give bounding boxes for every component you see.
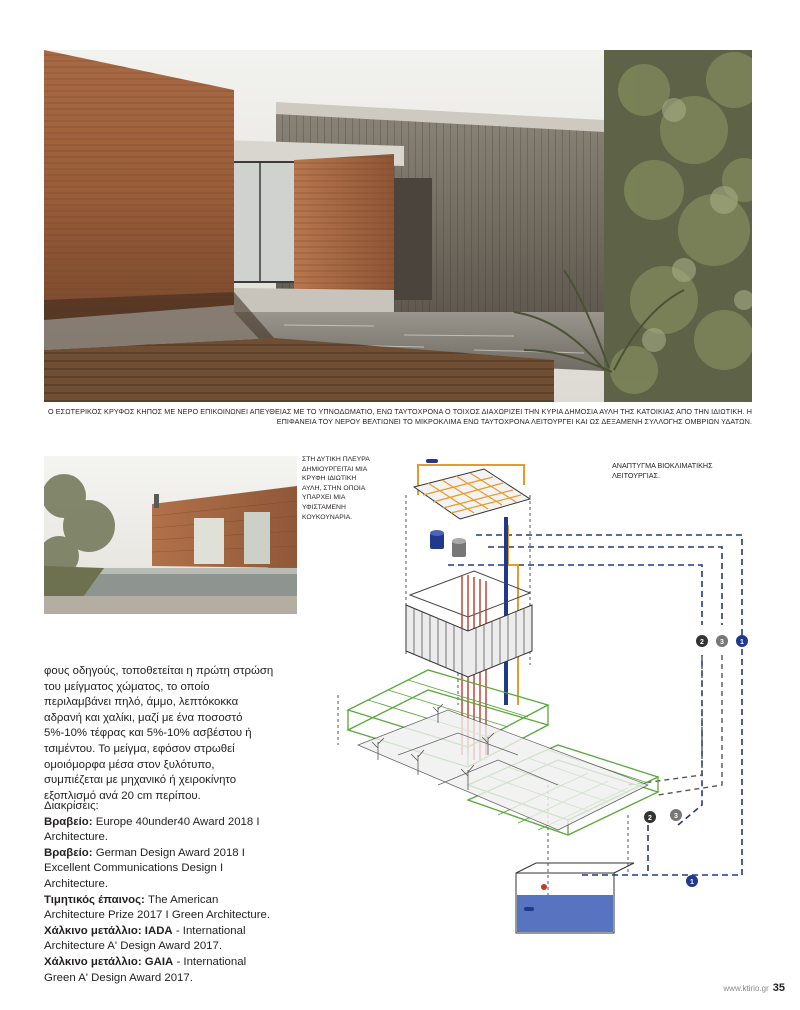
bioclimatic-diagram — [318, 455, 760, 955]
diagram-marker: 1 — [740, 639, 744, 646]
award-item: Χάλκινο μετάλλιο: IADA - International Architecture A' Design Award 2017. — [44, 924, 246, 953]
diagram-marker: 2 — [700, 639, 704, 646]
hero-photo — [44, 50, 752, 402]
diagram-marker: 1 — [690, 879, 694, 886]
hero-caption: Ο ΕΣΩΤΕΡΙΚΟΣ ΚΡΥΦΟΣ ΚΗΠΟΣ ΜΕ ΝΕΡΟ ΕΠΙΚΟΙΝΩΝΕΙ ΑΠΕΥΘΕΙΑΣ ΜΕ ΤΟ ΥΠΝΟΔΩΜΑΤΙΟ, ΕΝΩ ΤΑΥΤΟΧΡΟΝΑ Ο ΤΟΙΧΟΣ ΔΙΑΧΩΡΙΖΕΙ ΤΗΝ ΚΥΡΙΑ ΔΗΜΟΣΙΑ ΑΥΛΗ ΤΗΣ ΚΑΤΟΙΚΙΑΣ ΑΠΟ ΤΗΝ ΙΔΙΩΤΙΚΗ. Η ΕΠΙΦΑΝΕΙΑ ΤΟΥ ΝΕΡΟΥ ΒΕΛΤΙΩΝΕΙ ΤΟ ΜΙΚΡΟΚΛΙΜΑ ΕΝΩ ΤΑΥΤΟΧΡΟΝΑ ΛΕΙΤΟΥΡΓΕΙ ΚΑΙ ΩΣ ΔΕΞΑΜΕΝΗ ΣΥΛΛΟΓΗΣ ΟΜΒΡΙΩΝ ΥΔΑΤΩΝ. — [47, 407, 752, 426]
body-text — [44, 664, 274, 804]
site-url[interactable]: www.ktirio.gr — [723, 984, 769, 993]
awards-title: Διακρίσεις: — [44, 800, 99, 812]
diagram-marker: 3 — [720, 639, 724, 646]
diagram-marker: 2 — [648, 815, 652, 822]
page-footer — [723, 982, 785, 994]
award-item: Χάλκινο μετάλλιο: GAIA - International Green A' Design Award 2017. — [44, 955, 247, 984]
courtyard-caption: ΣΤΗ ΔΥΤΙΚΗ ΠΛΕΥΡΑ ΔΗΜΙΟΥΡΓΕΙΤΑΙ ΜΙΑ ΚΡΥΦΗ ΙΔΙΩΤΙΚΗ ΑΥΛΗ, ΣΤΗΝ ΟΠΟΙΑ ΥΠΑΡΧΕΙ ΜΙΑ ΥΦΙΣΤΑΜΕΝΗ ΚΟΥΚΟΥΝΑΡΙΑ. — [302, 456, 370, 521]
courtyard-photo — [44, 456, 297, 614]
page-number: 35 — [772, 982, 785, 994]
diagram-marker: 3 — [674, 813, 678, 820]
awards-list — [44, 799, 274, 986]
diagram-caption: ΑΝΑΠΤΥΓΜΑ ΒΙΟΚΛΙΜΑΤΙΚΗΣ ΛΕΙΤΟΥΡΓΙΑΣ. — [612, 461, 713, 480]
award-item: Τιμητικός έπαινος: The American Architecture Prize 2017 I Green Architecture. — [44, 893, 271, 922]
award-item: Βραβείο: Europe 40under40 Award 2018 I Architecture. — [44, 815, 260, 844]
body-paragraph: φους οδηγούς, τοποθετείται η πρώτη στρώση του μείγματος χώματος, το οποίο περιλαμβάνει πηλό, άμμο, λεπτόκοκκα αδρανή και χαλίκι, μαζί με ένα ποσοστό 5%-10% τέφρας και 5%-10% ασβέστου ή τσιμέντου. Το μείγμα, εφόσον στρωθεί ομοιόμορφα μέσα στον ξυλότυπο, συμπιέζεται με μηχανικό ή χειροκίνητο εξοπλισμό ανά 20 cm περίπου. — [44, 665, 274, 802]
award-item: Βραβείο: German Design Award 2018 I Excellent Communications Design I Architecture. — [44, 846, 245, 890]
